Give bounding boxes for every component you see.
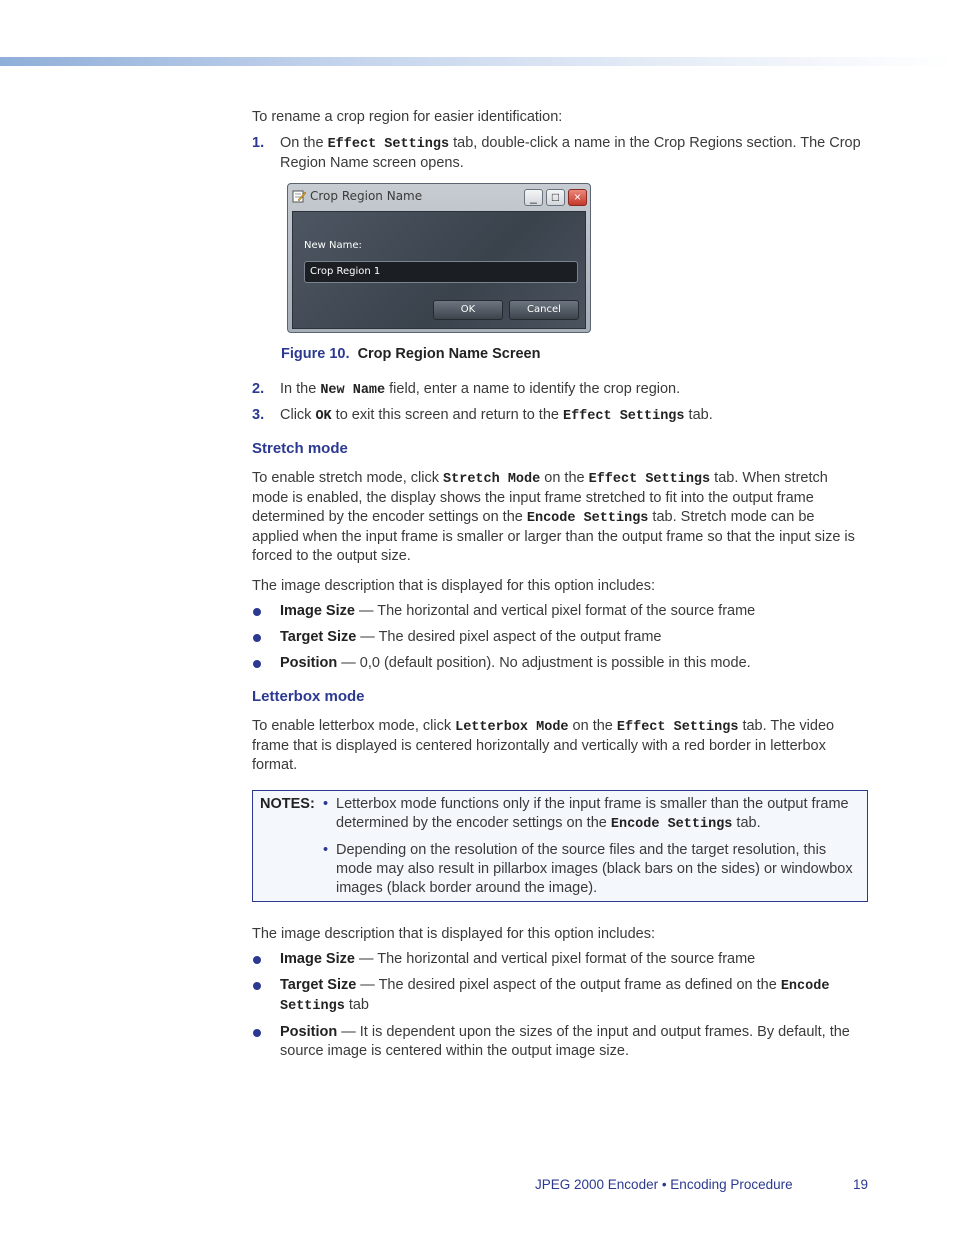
bullet-icon [253,634,261,642]
bullet-icon: • [323,842,329,858]
list-item: Target Size — The desired pixel aspect of the output frame as defined on the Encode Settings tab [252,976,862,1016]
stretch-mode-paragraph: To enable stretch mode, click Stretch Mode on the Effect Settings tab. When stretch mode is enabled, the display shows the input frame stretched to fit into the output frame determined by the encoder settings on the Encode Settings tab. Stretch mode can be applied when the input frame is smaller or larger than the output frame so that the input size is forced to the output size. [252,470,855,564]
step-1: 1. On the Effect Settings tab, double-click a name in the Crop Regions section. The Crop Region Name screen opens. [252,135,861,171]
step-number: 1. [252,135,265,151]
edit-icon [292,189,306,203]
code-effect-settings: Effect Settings [562,409,685,424]
crop-region-name-dialog [287,183,591,333]
dialog-body [292,211,586,329]
list-item: Position — 0,0 (default position). No adjustment is possible in this mode. [252,654,862,673]
letterbox-description-intro: The image description that is displayed for this option includes: [252,926,655,942]
step-2: 2. In the New Name field, enter a name to identify the crop region. [252,381,681,398]
code-encode-settings: Encode Settings [610,817,733,832]
step-3: 3. Click OK to exit this screen and return to the Effect Settings tab. [252,407,713,424]
code-ok: OK [315,409,332,424]
minimize-button[interactable]: _ [524,189,543,206]
page-content [252,108,862,1061]
notes-box [252,790,868,902]
list-item: Image Size — The horizontal and vertical pixel format of the source frame [252,950,862,969]
code-new-name: New Name [320,383,386,398]
code-encode-settings: Encode Settings [280,979,830,1014]
bullet-icon: • [323,796,329,812]
header-gradient-bar [0,57,954,66]
letterbox-mode-heading: Letterbox mode [252,688,365,705]
code-effect-settings: Effect Settings [588,472,711,487]
code-effect-settings: Effect Settings [327,137,450,152]
list-item: Image Size — The horizontal and vertical pixel format of the source frame [252,602,862,621]
bullet-icon [253,660,261,668]
bullet-icon [253,956,261,964]
list-item: Position — It is dependent upon the sizes of the input and output frames. By default, the source image is centered within the output image size. [252,1023,862,1061]
new-name-label: New Name: [304,240,362,251]
step-number: 3. [252,407,265,423]
note-item: • Letterbox mode functions only if the input frame is smaller than the output frame determined by the encoder settings on the Encode Settings tab. [323,796,849,832]
letterbox-mode-paragraph: To enable letterbox mode, click Letterbox Mode on the Effect Settings tab. The video frame that is displayed is centered horizontally and vertically with a red border in letterbox format. [252,718,835,773]
stretch-mode-heading: Stretch mode [252,440,348,457]
figure-caption [281,345,862,364]
code-stretch-mode: Stretch Mode [443,472,541,487]
page-footer [0,1175,954,1195]
bullet-icon [253,982,261,990]
maximize-button[interactable]: □ [546,189,565,206]
close-button[interactable]: × [568,189,587,206]
bullet-icon [253,608,261,616]
bullet-icon [253,1029,261,1037]
code-effect-settings: Effect Settings [616,720,739,735]
page-number: 19 [853,1177,869,1192]
note-item: • Depending on the resolution of the source files and the target resolution, this mode may also result in pillarbox images (black bars on the sides) or windowbox images (black border around the image). [323,842,853,896]
ok-button[interactable]: OK [433,300,503,320]
code-encode-settings: Encode Settings [526,511,649,526]
footer-title: JPEG 2000 Encoder • Encoding Procedure [535,1177,793,1192]
figure-title: Crop Region Name Screen [357,346,541,362]
dialog-title: Crop Region Name [310,189,423,203]
cancel-button[interactable]: Cancel [509,300,579,320]
figure-number: Figure 10. [281,346,350,362]
step-number: 2. [252,381,265,397]
code-letterbox-mode: Letterbox Mode [455,720,569,735]
stretch-description-intro: The image description that is displayed for this option includes: [252,578,655,594]
intro-text: To rename a crop region for easier identification: [252,109,563,125]
notes-label: NOTES: [260,796,315,812]
new-name-input[interactable]: Crop Region 1 [304,261,578,283]
list-item: Target Size — The desired pixel aspect of the output frame [252,628,862,647]
